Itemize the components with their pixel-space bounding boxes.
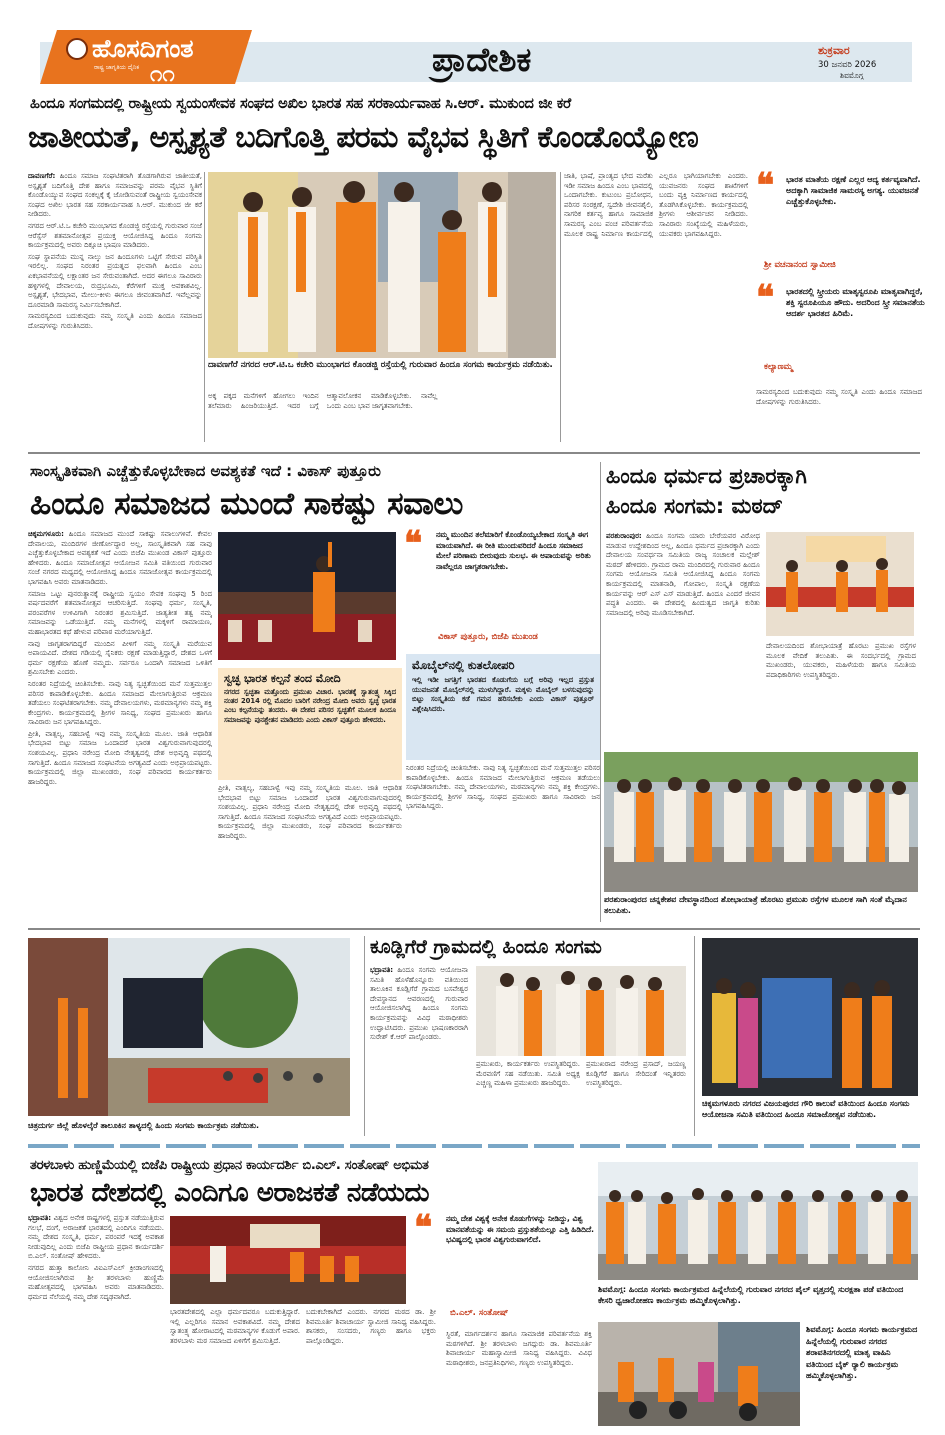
story4-photo-right [702,938,918,1096]
story5-headline: ಭಾರತ ದೇಶದಲ್ಲಿ ಎಂದಿಗೂ ಅರಾಜಕತೆ ನಡೆಯದು [30,1178,430,1208]
page-number: ೧೧ [150,62,175,87]
story2-col1 [28,530,212,922]
story5-quote-by: ಬಿ.ಎಲ್. ಸಂತೋಷ್ [450,1308,509,1318]
story2-body1: ಹಿಂದೂ ಸಮಾಜದ ಮುಂದೆ ಸಾಕಷ್ಟು ಸವಾಲುಗಳಿವೆ. ಕೇವಲ ದೇವಾಲಯ, ಮಂದಿರಗಳ ಜೀರ್ಣೋದ್ಧಾರ ಅಲ್ಲ, ಸಾಂಸ್ಕೃತಿಕವಾಗಿ ಸಹ ನಾವು ಎಚ್ಚೆತ್ತುಕೊಳ್ಳಬೇಕಾದ ಅವಶ್ಯಕತೆ ಇದೆ ಎಂದು ಬಿಜೆಪಿ ಮುಖಂಡ ವಿಕಾಸ್ ಪುತ್ತೂರು ಹೇಳಿದರು. ಹಿಂದೂ ಸಮಾಜೋತ್ಸವ ಆಯೋಜನ ಸಮಿತಿ ವತಿಯಿಂದ ಗುರುವಾರ ಸಂಜೆ ನಗರದ ಮಧ್ಯದಲ್ಲಿ ಆಯೋಜಿಸಿದ್ದ ಹಿಂದೂ ಸಮಾಜೋತ್ಸವ ಕಾರ್ಯಕ್ರಮದಲ್ಲಿ ಭಾಗವಹಿಸಿ ಅವರು ಮಾತನಾಡಿದರು. [28,530,212,586]
story3-col1 [606,532,760,744]
story4-body3: ಪ್ರಮುಖರಾದ ನರೇಂದ್ರ ಪ್ರಸಾದ್, ಜಯಣ್ಣ ಕೂಡ್ಲಿಗೆರೆ ಹಾಗೂ ಸೇರಿದಂತೆ ಇನ್ನಿತರರು ಉಪಸ್ಥಿತರಿದ್ದರು. [586,1060,686,1088]
story5-kicker: ತರಳಬಾಳು ಹುಣ್ಣಿಮೆಯಲ್ಲಿ ಬಿಜೆಪಿ ರಾಷ್ಟ್ರೀಯ ಪ್ರಧಾನ ಕಾರ್ಯದರ್ಶಿ ಬಿ.ಎಲ್. ಸಂತೋಷ್ ಅಭಿಮತ [30,1158,429,1173]
story2-body4: ನಿರಂತರ ನಿದ್ರೆಯಲ್ಲಿ ಚಿಂತಿಸಬೇಕು. ನಾವು ನಿತ್ಯ ಸ್ವಚ್ಛತೆಯಿಂದ ಮನೆ ಸುತ್ತಮುತ್ತಲ ಪರಿಸರ ಕಾಪಾಡಿಕೊಳ್ಳಬೇಕು. ಹಿಂದೂ ಸಮಾಜದ ಮೇಲಾಗುತ್ತಿರುವ ಆಕ್ರಮಣ ತಡೆಯಲು ಸಂಘಟಿತರಾಗಬೇಕು. ನಮ್ಮ ದೇವಾಲಯಗಳು, ಮಠಮಾನ್ಯಗಳು ನಮ್ಮ ಶಕ್ತಿ ಕೇಂದ್ರಗಳು. ಕಾರ್ಯಕ್ರಮದಲ್ಲಿ ಶ್ರೀಗಳ ಸಾನಿಧ್ಯ, ಸಂಘದ ಪ್ರಮುಖರು ಹಾಗೂ ಸಾವಿರಾರು ಜನ ಭಾಗವಹಿಸಿದ್ದರು. [406,764,600,811]
story2-body5: ಪ್ರೀತಿ, ವಾತ್ಸಲ್ಯ, ಸಹಬಾಳ್ವೆ ಇವು ನಮ್ಮ ಸಂಸ್ಕೃತಿಯ ಮೂಲ. ಜಾತಿ ಆಧಾರಿತ ಭೇದಭಾವ ಬಿಟ್ಟು ಸಮಾಜ ಒಂದಾದರೆ ಭಾರತ ವಿಶ್ವಗುರುವಾಗುವುದರಲ್ಲಿ ಸಂಶಯವಿಲ್ಲ. ಪ್ರಧಾನಿ ನರೇಂದ್ರ ಮೋದಿ ನೇತೃತ್ವದಲ್ಲಿ ದೇಶ ಅಭಿವೃದ್ಧಿ ಪಥದಲ್ಲಿ ಸಾಗುತ್ತಿದೆ. ಹಿಂದೂ ಸಮಾಜದ ಸಂಘಟನೆಯ ಅಗತ್ಯವಿದೆ ಎಂದು ಅಭಿಪ್ರಾಯಪಟ್ಟರು. ಕಾರ್ಯಕ್ರಮದಲ್ಲಿ ಜಿಲ್ಲಾ ಮುಖಂಡರು, ಸಂಘ ಪರಿವಾರದ ಕಾರ್ಯಕರ್ತರು ಹಾಜರಿದ್ದರು. [218,784,402,840]
story4-photo-left-image [28,938,350,1116]
col-divider [204,172,205,442]
story2-body3: ನಾವು ಜಾಗೃತರಾಗದಿದ್ದರೆ ಮುಂದಿನ ಪೀಳಿಗೆ ನಮ್ಮ ಸಂಸ್ಕೃತಿ ಮರೆಯುವ ಅಪಾಯವಿದೆ. ದೇಶದ ಗಡಿಯಲ್ಲಿ ಸೈನಿಕರು ರಕ್ಷಣೆ ಮಾಡುತ್ತಿದ್ದಾರೆ, ದೇಶದ ಒಳಗೆ ಧರ್ಮ ರಕ್ಷಣೆಯ ಹೊಣೆ ನಮ್ಮದು. ಸರ್ವರೂ ಒಂದಾಗಿ ಸಮಾಜದ ಒಳಿತಿಗೆ ಶ್ರಮಿಸಬೇಕು ಎಂದರು. [28,639,212,677]
story4-photo-caption: ಚಿತ್ರದುರ್ಗ ಜಿಲ್ಲೆ ಹೊಳಲ್ಕೆರೆ ತಾಲೂಕಿನ ತಾಳ್ಯದಲ್ಲಿ ಹಿಂದು ಸಂಗಮ ಕಾರ್ಯಕ್ರಮ ನಡೆಯಿತು. [28,1121,260,1130]
story5-body5: ಸ್ಥಿರತೆ, ಮಾರ್ಗದರ್ಶನ ಹಾಗೂ ಸಾಮಾಜಿಕ ಪರಿವರ್ತನೆಯ ಶಕ್ತಿ ಮಠಗಳಿಗಿದೆ. ಶ್ರೀ ತರಳಬಾಳು ಜಗದ್ಗುರು ಡಾ. ಶಿವಮೂರ್ತಿ ಶಿವಾಚಾರ್ಯ ಮಹಾಸ್ವಾಮೀಜಿ ಸಾನಿಧ್ಯ ವಹಿಸಿದ್ದರು. ವಿವಿಧ ಮಠಾಧೀಶರು, ಜನಪ್ರತಿನಿಧಿಗಳು, ಗಣ್ಯರು ಉಪಸ್ಥಿತರಿದ್ದರು. [446,1330,592,1367]
story2-quote: ನಮ್ಮ ಮುಂದಿನ ತಲೆಮಾರಿಗೆ ಕೊಂಡೊಯ್ಯಬೇಕಾದ ಸಂಸ್ಕೃತಿ ಈಗ ಮಾಯವಾಗಿದೆ. ಈ ರೀತಿ ಮುಂದುವರಿದರೆ ಹಿಂದೂ ಸಮಾಜದ ಮೇಲೆ ಪರಿಣಾಮ ಬೀರುವುದು ಸುಲಭ. ಈ ಅಪಾಯವನ್ನು ಅರಿತು ನಾವೆಲ್ಲರೂ ಜಾಗೃತರಾಗಬೇಕು. [436,530,591,571]
story5-col1 [28,1214,164,1426]
logo-tagline: ರಾಷ್ಟ್ರ ಜಾಗೃತಿಯ ದೈನಿಕ [94,64,140,71]
story2-body2: ಸಮಾಜ ಒಟ್ಟು ಪುನರುತ್ಥಾನಕ್ಕೆ ರಾಷ್ಟ್ರೀಯ ಸ್ವಯಂ ಸೇವಕ ಸಂಘವು 5 ರಿಂದ ವರ್ಷದವರೆಗೆ ಶತಮಾನೋತ್ಸವ ಆಚರಿಸುತ್ತಿದೆ. ಸಂಘವು ಧರ್ಮ, ಸಂಸ್ಕೃತಿ, ಪರಂಪರೆಗಳ ಉಳಿವಿಗಾಗಿ ನಿರಂತರ ಶ್ರಮಿಸುತ್ತಿದೆ. ಜಾತ್ಯತೀತ ತತ್ವ ನಮ್ಮ ಸಮಾಜವನ್ನು ಒಡೆಯುತ್ತಿದೆ. ನಮ್ಮ ಮನೆಗಳಲ್ಲಿ ಮಕ್ಕಳಿಗೆ ರಾಮಾಯಣ, ಮಹಾಭಾರತದ ಕಥೆ ಹೇಳುವ ಪರಿಪಾಠ ಮರೆಯಾಗುತ್ತಿದೆ. [28,589,212,636]
story5-photo-flag [598,1162,918,1280]
section-rule [28,928,920,930]
story1-photo-caption: ದಾವಣಗೆರೆ ನಗರದ ಆರ್.ಟಿ.ಒ ಕಚೇರಿ ಮುಂಭಾಗದ ಕೊಂಡಜ್ಜಿ ರಸ್ತೆಯಲ್ಲಿ ಗುರುವಾರ ಹಿಂದೂ ಸಂಗಮ ಕಾರ್ಯಕ್ರಮ ನಡೆಯಿತು. [208,360,553,370]
story2-box-title: ಸ್ವಚ್ಛ ಭಾರತ ಕಲ್ಪನೆ ತಂದ ಮೋದಿ [224,672,341,685]
story1-body3: ಸಂಘ ಸ್ಥಾಪನೆಯ ಮುನ್ನ ನಾಲ್ಕು ಜನ ಹಿಂದೂಗಳು ಒಟ್ಟಿಗೆ ಸೇರುವ ಪರಿಸ್ಥಿತಿ ಇರಲಿಲ್ಲ. ಸಂಘದ ನಿರಂತರ ಪ್ರಯತ್ನದ ಫಲವಾಗಿ ಹಿಂದೂ ಎಂಬ ಏಕಭಾವನೆಯಲ್ಲಿ ಲಕ್ಷಾಂತರ ಜನ ಸೇರುವಂತಾಗಿದೆ. ಅದರ ಈಗಲೂ ಸಾವಿರಾರು ಹಳ್ಳಿಗಳಲ್ಲಿ ದೇವಾಲಯ, ರುದ್ರಭೂಮಿ, ಕೆರೆಗಳಿಗೆ ಮುಕ್ತ ಅವಕಾಶವಿಲ್ಲ. ಅಸ್ಪೃಶ್ಯತೆ, ಭೇದಭಾವ, ಮೇಲು-ಕೀಳು ಈಗಲೂ ಜೀವಂತವಾಗಿದೆ. ಇವೆಲ್ಲವನ್ನು ದೂರಮಾಡಿ ಸಾಮರಸ್ಯ ನಿರ್ಮಿಸಬೇಕಾಗಿದೆ. [28,252,202,309]
story5-body2: ನಗರದ ಹುತ್ತಾ ಕಾಲೋನಿ ವಿಐಎಸ್ಎಲ್ ಕ್ರೀಡಾಂಗಣದಲ್ಲಿ ಆಯೋಜಿಸಲಾಗಿರುವ ಶ್ರೀ ತರಳಬಾಳು ಹುಣ್ಣಿಮೆ ಮಹೋತ್ಸವದಲ್ಲಿ ಭಾಗವಹಿಸಿ ಅವರು ಮಾತನಾಡಿದರು. ಧರ್ಮದ ನೆಲೆಯಲ್ಲಿ ನಮ್ಮ ದೇಶ ಸದೃಢವಾಗಿದೆ. [28,1263,164,1301]
story2-box-swachh [218,668,402,780]
story2-photo-image [218,532,396,660]
quote-icon: ❝ [414,1208,433,1248]
story2-body4-col1: ನಿರಂತರ ನಿದ್ರೆಯಲ್ಲಿ ಚಿಂತಿಸಬೇಕು. ನಾವು ನಿತ್ಯ ಸ್ವಚ್ಛತೆಯಿಂದ ಮನೆ ಸುತ್ತಮುತ್ತಲ ಪರಿಸರ ಕಾಪಾಡಿಕೊಳ್ಳಬೇಕು. ಹಿಂದೂ ಸಮಾಜದ ಮೇಲಾಗುತ್ತಿರುವ ಆಕ್ರಮಣ ತಡೆಯಲು ಸಂಘಟಿತರಾಗಬೇಕು. ನಮ್ಮ ದೇವಾಲಯಗಳು, ಮಠಮಾನ್ಯಗಳು ನಮ್ಮ ಶಕ್ತಿ ಕೇಂದ್ರಗಳು. ಕಾರ್ಯಕ್ರಮದಲ್ಲಿ ಶ್ರೀಗಳ ಸಾನಿಧ್ಯ, ಸಂಘದ ಪ್ರಮುಖರು ಹಾಗೂ ಸಾವಿರಾರು ಜನ ಭಾಗವಹಿಸಿದ್ದರು. [28,679,212,727]
story4-photo-center-image [476,966,686,1056]
story2-box-body: ನಗರದ ಸ್ವಚ್ಛತಾ ಮತ್ತೊಂದು ಪ್ರಮುಖ ವಿಚಾರ. ಭಾರತಕ್ಕೆ ಸ್ವಾತಂತ್ರ್ಯ ಸಿಕ್ಕಿದ ನಂತರ 2014 ರಲ್ಲಿ ಮೊದಲ ಬಾರಿಗೆ ನರೇಂದ್ರ ಮೋದಿ ಅವರು ಸ್ವಚ್ಛ ಭಾರತ ಎಂಬ ಕಲ್ಪನೆಯನ್ನು ತಂದರು. ಈ ದೇಶದ ಪರಿಸರ ಸ್ವಚ್ಛತೆಗೆ ಮೂಲಕ ಹಿಂದೂ ಸಮಾಜವನ್ನು ಪುನಶ್ಚೇತನ ಮಾಡಿದರು ಎಂದು ವಿಕಾಸ್ ಪುತ್ತೂರು ಹೇಳಿದರು. [224,688,396,724]
issue-date-block [818,44,914,81]
story2-kicker: ಸಾಂಸ್ಕೃತಿಕವಾಗಿ ಎಚ್ಚೆತ್ತುಕೊಳ್ಳಬೇಕಾದ ಅವಶ್ಯಕತೆ ಇದೆ : ವಿಕಾಸ್ ಪುತ್ತೂರು [30,462,381,480]
issue-date: 30 ಜನವರಿ 2026 [818,60,877,70]
story2-quote-block [404,524,600,650]
section-rule [28,452,920,454]
story3-body1: ಹಿಂದೂ ಸಂಗಮ ಯಾರು ಬೇರೆಯವರ ವಿರೋಧ ಮಾಡುವ ಉದ್ದೇಶದಿಂದ ಅಲ್ಲ, ಹಿಂದೂ ಧರ್ಮದ ಪ್ರಚಾರಕ್ಕಾಗಿ ಎಂದು ದೇವಾಲಯ ಸಂವರ್ಧನಾ ಸಮಿತಿಯ ರಾಜ್ಯ ಸಂಚಾಲಕ ಮಲ್ಲೇಶ್ ಮಠದ್ ಹೇಳಿದರು. ಗ್ರಾಮದ ರಾಮ ಮಂದಿರದಲ್ಲಿ ಗುರುವಾರ ಹಿಂದೂ ಸಂಗಮ ಆಯೋಜನಾ ಸಮಿತಿ ಆಯೋಜಿಸಿದ್ದ ಹಿಂದೂ ಸಂಗಮ ಕಾರ್ಯಕ್ರಮದಲ್ಲಿ ಮಾತನಾಡಿ, ಗೋಪಾಲ, ಸಂಸ್ಕೃತಿ ರಕ್ಷಣೆಯ ಕಾರ್ಯವನ್ನು ಆರ್ ಎಸ್ ಎಸ್ ಮಾಡುತ್ತಿದೆ. ಹಿಂದೂ ಎಂದರೆ ಜೀವನ ಪದ್ಧತಿ ಎಂದರು. ಈ ದೇಶದಲ್ಲಿ ಹಿಂದುತ್ವದ ಜಾಗೃತಿ ಕುರಿತು ಸಮಾಜದಲ್ಲಿ ಅರಿವು ಮೂಡಿಸಬೇಕಾಗಿದೆ. [606,532,760,617]
story1-kicker: ಹಿಂದೂ ಸಂಗಮದಲ್ಲಿ ರಾಷ್ಟ್ರೀಯ ಸ್ವಯಂಸೇವಕ ಸಂಘದ ಅಖಿಲ ಭಾರತ ಸಹ ಸರಕಾರ್ಯವಾಹ ಸಿ.ಆರ್. ಮುಕುಂದ ಜೀ ಕರೆ [30,96,571,112]
story5-photo-bike-image [598,1322,800,1426]
section-title: ಪ್ರಾದೇಶಿಕ [432,40,532,79]
col-divider [600,462,601,922]
story5-photo [170,1216,406,1304]
story2-photo [218,532,396,660]
story3-photo-procession [604,752,918,892]
story1-body5: ಅಕ್ಕ ಪಕ್ಕದ ಮನೆಗಳಿಗೆ ಹೋಗಲು ಇಂದಿನ ತಲೆಮಾರು ಹಿಂಜರಿಯುತ್ತಿದೆ. ಇದರ ಬಗ್ಗೆ ಆತ್ಮಾವಲೋಕನ ಮಾಡಿಕೊಳ್ಳಬೇಕು. ನಾವೆಲ್ಲ ಒಂದು ಎಂಬ ಭಾವ ಜಾಗೃತವಾಗಬೇಕು. [208,392,438,410]
story2-dateline: ಚಿಕ್ಕಮಗಳೂರು: [28,530,64,538]
logo-emblem-icon [66,38,88,60]
story4-dateline: ಭದ್ರಾವತಿ: [370,966,394,974]
issue-day: ಶುಕ್ರವಾರ [818,44,850,57]
story3-photo-small-image [766,532,914,636]
story5-photo-bike [598,1322,800,1426]
masthead [0,0,945,92]
story3-body2: ದೇವಾಲಯದಿಂದ ಶೋಭಾಯಾತ್ರೆ ಹೊರಟು ಪ್ರಮುಖ ರಸ್ತೆಗಳ ಮೂಲಕ ವೇದಿಕೆ ತಲುಪಿತು. ಈ ಸಂದರ್ಭದಲ್ಲಿ ಗ್ರಾಮದ ಮುಖಂಡರು, ಯುವಕರು, ಮಹಿಳೆಯರು ಹಾಗೂ ಸಮಿತಿಯ ಪದಾಧಿಕಾರಿಗಳು ಉಪಸ್ಥಿತರಿದ್ದರು. [766,642,916,679]
story1-photo-image [208,172,556,358]
story5-quote-block [414,1208,594,1324]
story3-photo-procession-image [604,752,918,892]
story3-headline-line1: ಹಿಂದೂ ಧರ್ಮದ ಪ್ರಚಾರಕ್ಕಾಗಿ [606,464,807,488]
story5-body4: ಬದುಕಬೇಕಾಗಿದೆ ಎಂದರು. ನಗರದ ಮಠದ ಡಾ. ಶ್ರೀ ಶಿವಮೂರ್ತಿ ಶಿವಾಚಾರ್ಯ ಸ್ವಾಮೀಜಿ ಸಾನಿಧ್ಯ ವಹಿಸಿದ್ದರು. ಶಾಸಕರು, ಸಂಸದರು, ಗಣ್ಯರು ಹಾಗೂ ಭಕ್ತರು ಪಾಲ್ಗೊಂಡಿದ್ದರು. [306,1308,436,1345]
story1-quote2: ಭಾರತದಲ್ಲಿ ಸ್ತ್ರೀಯರು ಮಾತೃಸ್ವರೂಪಿ ಮಾತೃವಾಗಿದ್ದರೆ, ಶಕ್ತಿ ಸ್ವರೂಪಿಯೂ ಹೌದು. ಅದರಿಂದ ಸ್ತ್ರೀ ಸಮಾನತೆಯ ಆದರ್ಶ ಭಾರತದ ಹಿರಿಮೆ. [786,287,925,318]
story1-quote2-by: ಕಲ್ಯಾಣಮ್ಮ [764,362,793,372]
story2-body5-col1: ಪ್ರೀತಿ, ವಾತ್ಸಲ್ಯ, ಸಹಬಾಳ್ವೆ ಇವು ನಮ್ಮ ಸಂಸ್ಕೃತಿಯ ಮೂಲ. ಜಾತಿ ಆಧಾರಿತ ಭೇದಭಾವ ಬಿಟ್ಟು ಸಮಾಜ ಒಂದಾದರೆ ಭಾರತ ವಿಶ್ವಗುರುವಾಗುವುದರಲ್ಲಿ ಸಂಶಯವಿಲ್ಲ. ಪ್ರಧಾನಿ ನರೇಂದ್ರ ಮೋದಿ ನೇತೃತ್ವದಲ್ಲಿ ದೇಶ ಅಭಿವೃದ್ಧಿ ಪಥದಲ್ಲಿ ಸಾಗುತ್ತಿದೆ. ಹಿಂದೂ ಸಮಾಜದ ಸಂಘಟನೆಯ ಅಗತ್ಯವಿದೆ ಎಂದು ಅಭಿಪ್ರಾಯಪಟ್ಟರು. ಕಾರ್ಯಕ್ರಮದಲ್ಲಿ ಜಿಲ್ಲಾ ಮುಖಂಡರು, ಸಂಘ ಪರಿವಾರದ ಕಾರ್ಯಕರ್ತರು ಹಾಜರಿದ್ದರು. [28,729,212,786]
story4-photo-left [28,938,350,1116]
story1-body4: ಸಾಮರಸ್ಯದಿಂದ ಬದುಕುವುದು ನಮ್ಮ ಸಂಸ್ಕೃತಿ ಎಂದು ಹಿಂದೂ ಸಮಾಜದ ದೋಷಗಳನ್ನು ಗುರುತಿಸಿದರು. [28,312,202,330]
story1-dateline: ದಾವಣಗೆರೆ: [28,172,56,180]
story5-side-caption: ಶಿವಮೊಗ್ಗ: ಹಿಂದೂ ಸಂಗಮ ಕಾರ್ಯಕ್ರಮದ ಹಿನ್ನೆಲೆಯಲ್ಲಿ ಗುರುವಾರ ನಗರದ ಶರಾವತಿನಗರದಲ್ಲಿ ಮಾತೃ ವಾಹಿನಿ ವತಿಯಿಂದ ಬೈಕ್ ರ‍್ಯಾಲಿ ಕಾರ್ಯಕ್ರಮ ಹಮ್ಮಿಕೊಳ್ಳಲಾಗಿತ್ತು. [806,1325,918,1380]
story5-photo-caption: ಶಿವಮೊಗ್ಗ: ಹಿಂದೂ ಸಂಗಮ ಕಾರ್ಯಕ್ರಮದ ಹಿನ್ನೆಲೆಯಲ್ಲಿ ಗುರುವಾರ ನಗರದ ಪೈಲ್ ವೃತ್ತದಲ್ಲಿ ಸುರಕ್ಷತಾ ಪಡೆ ವತಿಯಿಂದ ಕೇಸರಿ ಧ್ವಜಾರೋಹಣ ಕಾರ್ಯಕ್ರಮ ಹಮ್ಮಿಕೊಳ್ಳಲಾಗಿತ್ತು. [598,1285,904,1305]
story5-body1: ವಿಶ್ವದ ಅನೇಕ ರಾಷ್ಟ್ರಗಳಲ್ಲಿ ಪ್ರಸ್ತುತ ನಡೆಯುತ್ತಿರುವ ಗಲಭೆ, ದಂಗೆ, ಅರಾಜಕತೆ ಭಾರತದಲ್ಲಿ ಎಂದಿಗೂ ನಡೆಯದು. ನಮ್ಮ ದೇಶದ ಸಂಸ್ಕೃತಿ, ಧರ್ಮ, ಪರಂಪರೆ ಇದಕ್ಕೆ ಅವಕಾಶ ನೀಡುವುದಿಲ್ಲ ಎಂದು ಬಿಜೆಪಿ ರಾಷ್ಟ್ರೀಯ ಪ್ರಧಾನ ಕಾರ್ಯದರ್ಶಿ ಬಿ.ಎಲ್. ಸಂತೋಷ್ ಹೇಳಿದರು. [28,1214,164,1261]
story4-right-caption: ಚಿಕ್ಕಮಗಳೂರು ನಗರದ ವಿಜಯಪುರದ ಗೌರಿ ಕಾಲುವೆ ವತಿಯಿಂದ ಹಿಂದೂ ಸಂಗಮ ಆಯೋಜನಾ ಸಮಿತಿ ವತಿಯಿಂದ ಹಿಂದೂ ಸಮಾಜೋತ್ಸವ ನಡೆಯಿತು. [702,1099,910,1119]
story1-photo [208,172,556,358]
story4-col1 [370,966,468,1134]
story2-box2-body: ಇಲ್ಲಿ ಇಡೀ ಜಗತ್ತಿಗೆ ಭಾರತದ ಕೊಡುಗೆಯ ಬಗ್ಗೆ ಅರಿವು ಇಲ್ಲದ ಪ್ರಸ್ತುತ ಯುವಜನತೆ ಮೊಬೈಲ್‌ನಲ್ಲಿ ಮುಳುಗಿದ್ದಾರೆ. ಮಕ್ಕಳು ಮೊಬೈಲ್ ಬಳಸುವುದನ್ನು ಬಿಟ್ಟು ಸಂಸ್ಕೃತಿಯ ಕಡೆ ಗಮನ ಹರಿಸಬೇಕು ಎಂದು ವಿಕಾಸ್ ಪುತ್ತೂರ್ ವಿಶ್ಲೇಷಿಸಿದರು. [412,676,594,713]
story1-body6: ಜಾತಿ, ಭಾಷೆ, ಪ್ರಾಂತ್ಯದ ಭೇದ ಮರೆತು ಇಡೀ ಸಮಾಜ ಹಿಂದೂ ಎಂಬ ಭಾವದಲ್ಲಿ ಒಂದಾಗಬೇಕು. ಕುಟುಂಬ ಪ್ರಬೋಧನ, ಪರಿಸರ ಸಂರಕ್ಷಣೆ, ಸ್ವದೇಶಿ ಜೀವನಶೈಲಿ, ನಾಗರಿಕ ಕರ್ತವ್ಯ ಹಾಗೂ ಸಾಮಾಜಿಕ ಸಾಮರಸ್ಯ ಎಂಬ ಪಂಚ ಪರಿವರ್ತನೆಯ ಮೂಲಕ ರಾಷ್ಟ್ರ ನಿರ್ಮಾಣ ಕಾರ್ಯದಲ್ಲಿ ಎಲ್ಲರೂ ಭಾಗಿಯಾಗಬೇಕು ಎಂದರು. ಯುವಜನರು ಸಂಘದ ಶಾಖೆಗಳಿಗೆ ಬಂದು ವ್ಯಕ್ತಿ ನಿರ್ಮಾಣದ ಕಾರ್ಯದಲ್ಲಿ ತೊಡಗಿಸಿಕೊಳ್ಳಬೇಕು. ಕಾರ್ಯಕ್ರಮದಲ್ಲಿ ಶ್ರೀಗಳು ಆಶೀರ್ವಚನ ನೀಡಿದರು. ಸಾವಿರಾರು ಸಂಖ್ಯೆಯಲ್ಲಿ ಮಹಿಳೆಯರು, ಯುವಕರು ಭಾಗವಹಿಸಿದ್ದರು. [564,172,748,238]
story4-photo-center [476,966,686,1056]
story5-photo-flag-image [598,1162,918,1280]
col-divider [694,936,695,1136]
issue-city: ಶಿವಮೊಗ್ಗ [840,71,864,80]
quote-icon: ❝ [756,278,775,318]
section-rule-dashed [28,1144,920,1148]
story1-quote1-by: ಶ್ರೀ ವಚನಾನಂದ ಸ್ವಾಮೀಜಿ [764,260,836,270]
story5-body3: ಭಾರತದೇಶದಲ್ಲಿ ಎಲ್ಲಾ ಧರ್ಮದವರೂ ಬದುಕುತ್ತಿದ್ದಾರೆ. ಇಲ್ಲಿ ಎಲ್ಲರಿಗೂ ಸಮಾನ ಅವಕಾಶವಿದೆ. ನಮ್ಮ ದೇಶದ ಸ್ವಾತಂತ್ರ್ಯ ಹೋರಾಟದಲ್ಲಿ ಮಠಮಾನ್ಯಗಳ ಕೊಡುಗೆ ಅಪಾರ. ತರಳಬಾಳು ಮಠ ಸಮಾಜದ ಏಳಿಗೆಗೆ ಶ್ರಮಿಸುತ್ತಿದೆ. [170,1308,300,1345]
story1-quote1: ಭಾರತ ಮಾತೆಯ ರಕ್ಷಣೆ ಎಲ್ಲರ ಆದ್ಯ ಕರ್ತವ್ಯವಾಗಿದೆ. ಅದಕ್ಕಾಗಿ ಸಾಮಾಜಿಕ ಸಾಮರಸ್ಯ ಅಗತ್ಯ. ಯುವಜನತೆ ಎಚ್ಚೆತ್ತುಕೊಳ್ಳಬೇಕು. [786,175,921,206]
story1-body2: ನಗರದ ಆರ್.ಟಿ.ಒ ಕಚೇರಿ ಮುಂಭಾಗದ ಕೊಂಡಜ್ಜಿ ರಸ್ತೆಯಲ್ಲಿ ಗುರುವಾರ ಸಂಜೆ ಆರೆಸ್ಸೆಸ್ ಶತಮಾನೋತ್ಸವ ಪ್ರಯುಕ್ತ ಆಯೋಜಿಸಿದ್ದ ಹಿಂದೂ ಸಂಗಮ ಕಾರ್ಯಕ್ರಮದಲ್ಲಿ ಅವರು ದಿಕ್ಸೂಚಿ ಭಾಷಣ ಮಾಡಿದರು. [28,221,202,250]
story3-dateline: ಪರಶುರಾಂಪುರ: [606,532,642,540]
story2-quote-by: ವಿಕಾಸ್ ಪುತ್ತೂರು, ಬಿಜೆಪಿ ಮುಖಂಡ [438,632,538,642]
story5-dateline: ಭದ್ರಾವತಿ: [28,1214,52,1222]
story1-tail-text: ಸಾಮರಸ್ಯದಿಂದ ಬದುಕುವುದು ನಮ್ಮ ಸಂಸ್ಕೃತಿ ಎಂದು ಹಿಂದೂ ಸಮಾಜದ ದೋಷಗಳನ್ನು ಗುರುತಿಸಿದರು. [756,388,922,406]
story5-quote: ನಮ್ಮ ದೇಶ ವಿಶ್ವಕ್ಕೆ ಅನೇಕ ಕೊಡುಗೆಗಳನ್ನು ನೀಡಿದ್ದು, ವಿಶ್ವ ಮಾನವತೆಯನ್ನು ಈ ಸಮಯ ಪ್ರಸ್ತುತತೆಯಲ್ಲೂ ಎತ್ತಿ ಹಿಡಿದಿದೆ. ಭವಿಷ್ಯದಲ್ಲಿ ಭಾರತ ವಿಶ್ವಗುರುವಾಗಲಿದೆ. [446,1214,594,1244]
story2-box2-title: ಮೊಬೈಲ್‌ನಲ್ಲಿ ಕುತಲೋಪರಿ [412,658,515,672]
story4-headline: ಕೂಡ್ಲಿಗೆರೆ ಗ್ರಾಮದಲ್ಲಿ ಹಿಂದೂ ಸಂಗಮ [370,936,602,958]
quote-icon: ❝ [756,166,775,206]
col-divider [560,172,561,442]
story3-photo-small [766,532,914,636]
story4-body2: ಪ್ರಮುಖರು, ಕಾರ್ಯಕರ್ತರು ಉಪಸ್ಥಿತರಿದ್ದರು. ಮೆರವಣಿಗೆ ಸಹ ನಡೆಯಿತು. ಸಮಿತಿ ಅಧ್ಯಕ್ಷ ಎಚ್ಚಣ್ಣ ಮಹಿಳಾ ಪ್ರಮುಖರು ಹಾಜರಿದ್ದರು. [476,1060,580,1088]
quote-icon: ❝ [404,524,423,564]
story2-headline: ಹಿಂದೂ ಸಮಾಜದ ಮುಂದೆ ಸಾಕಷ್ಟು ಸವಾಲು [30,486,463,522]
story1-body1: ಹಿಂದೂ ಸಮಾಜ ಸಂಘಟಿತರಾಗಿ ತೊಡಗಾಗಿರುವ ಜಾತೀಯತೆ, ಅಸ್ಪೃಶ್ಯತೆ ಬದಿಗೊತ್ತಿ ದೇಶ ಹಾಗೂ ಸಮಾಜವನ್ನು ಪರಮ ವೈಭವ ಸ್ಥಿತಿಗೆ ಕೊಂಡೊಯ್ಯುವ ಸಂಘದ ಸಂಕಲ್ಪಕ್ಕೆ ಕೈ ಜೋಡಿಸುವಂತೆ ರಾಷ್ಟ್ರೀಯ ಸ್ವಯಂಸೇವಕ ಸಂಘದ ಅಖಿಲ ಭಾರತ ಸಹ ಸರಕಾರ್ಯವಾಹ ಸಿ.ಆರ್. ಮುಕುಂದ ಜೀ ಕರೆ ನೀಡಿದರು. [28,172,202,219]
story3-headline-line2: ಹಿಂದೂ ಸಂಗಮ: ಮಠದ್ [606,494,783,518]
story1-col1 [28,172,202,442]
story2-box-mobile [406,654,600,760]
col-divider [364,936,365,1136]
story4-photo-right-image [702,938,918,1096]
story1-headline: ಜಾತೀಯತೆ, ಅಸ್ಪೃಶ್ಯತೆ ಬದಿಗೊತ್ತಿ ಪರಮ ವೈಭವ ಸ್ಥಿತಿಗೆ ಕೊಂಡೊಯ್ಯೋಣ [28,120,699,155]
story3-photo-caption: ಪರಶುರಾಂಪುರದ ಚನ್ನಕೇಶವ ದೇವಸ್ಥಾನದಿಂದ ಶೋಭಾಯಾತ್ರೆ ಹೊರಟು ಪ್ರಮುಖ ರಸ್ತೆಗಳ ಮೂಲಕ ಸಾಗಿ ಸಂತೆ ಮೈದಾನ ತಲುಪಿತು. [604,895,907,915]
logo-text: ಹೊಸದಿಗಂತ [92,34,194,63]
story4-body1: ಹಿಂದೂ ಸಂಗಮ ಆಯೋಜನಾ ಸಮಿತಿ ಹೊಳೆಹೊನ್ನೂರು ವತಿಯಿಂದ ತಾಲೂಕಿನ ಕೂಡ್ಲಿಗೆರೆ ಗ್ರಾಮದ ಬಸವೇಶ್ವರ ದೇವಸ್ಥಾನದ ಆವರಣದಲ್ಲಿ ಗುರುವಾರ ಆಯೋಜಿಸಲಾಗಿದ್ದ ಹಿಂದೂ ಸಂಗಮ ಕಾರ್ಯಕ್ರಮವನ್ನು ವಿವಿಧ ಮಠಾಧೀಶರು ಉದ್ಘಾಟಿಸಿದರು. ಪ್ರಮುಖ ಭಾಷಣಕಾರರಾಗಿ ಸುರೇಶ್ ಕೆ.ಆರ್ ಪಾಲ್ಗೊಂಡರು. [370,966,468,1042]
story5-photo-image [170,1216,406,1304]
story1-quotes [756,166,925,442]
